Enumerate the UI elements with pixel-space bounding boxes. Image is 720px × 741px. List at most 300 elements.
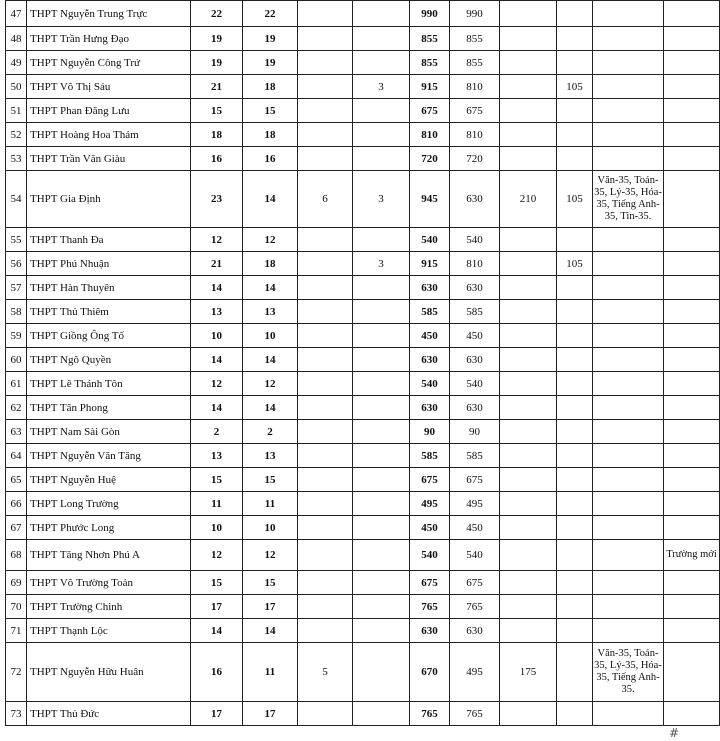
cell-c9 (593, 516, 664, 540)
cell-stt: 54 (6, 171, 27, 228)
cell-name: THPT Giồng Ông Tố (27, 324, 191, 348)
cell-stt: 51 (6, 99, 27, 123)
cell-c3 (298, 619, 353, 643)
cell-c8 (557, 702, 593, 726)
table-row (6, 540, 720, 571)
cell-c9 (593, 444, 664, 468)
cell-stt: 66 (6, 492, 27, 516)
cell-c9: Văn-35, Toán-35, Lý-35, Hóa-35, Tiếng Anh-35, Tin-35. (593, 171, 664, 228)
cell-stt: 59 (6, 324, 27, 348)
cell-c7: 175 (500, 643, 557, 702)
cell-c3 (298, 595, 353, 619)
cell-c2: 18 (243, 252, 298, 276)
cell-name: THPT Nguyễn Công Trứ (27, 51, 191, 75)
cell-c6: 810 (450, 123, 500, 147)
cell-c7 (500, 492, 557, 516)
cell-c10 (664, 1, 720, 27)
cell-c8 (557, 540, 593, 571)
cell-c2: 14 (243, 396, 298, 420)
cell-c3 (298, 1, 353, 27)
cell-c4 (353, 324, 410, 348)
cell-c2: 2 (243, 420, 298, 444)
cell-c6: 720 (450, 147, 500, 171)
cell-c6: 810 (450, 75, 500, 99)
cell-c3 (298, 147, 353, 171)
cell-c6: 810 (450, 252, 500, 276)
cell-name: THPT Nguyễn Huệ (27, 468, 191, 492)
table-row (6, 595, 720, 619)
cell-c6: 630 (450, 619, 500, 643)
cell-c2: 14 (243, 619, 298, 643)
cell-c5: 675 (410, 571, 450, 595)
cell-c3 (298, 99, 353, 123)
cell-c2: 14 (243, 171, 298, 228)
table-row (6, 396, 720, 420)
cell-c10 (664, 147, 720, 171)
cell-c9 (593, 252, 664, 276)
table-row (6, 276, 720, 300)
cell-c4 (353, 372, 410, 396)
cell-c9 (593, 372, 664, 396)
cell-c1: 14 (191, 276, 243, 300)
cell-name: THPT Nguyễn Trung Trực (27, 1, 191, 27)
cell-c4 (353, 540, 410, 571)
cell-c3 (298, 492, 353, 516)
cell-c8 (557, 228, 593, 252)
cell-c1: 16 (191, 147, 243, 171)
table-row (6, 123, 720, 147)
table-row (6, 171, 720, 228)
cell-c5: 630 (410, 276, 450, 300)
cell-c4 (353, 643, 410, 702)
cell-c1: 15 (191, 99, 243, 123)
cell-c9 (593, 468, 664, 492)
cell-c7 (500, 468, 557, 492)
table-row (6, 300, 720, 324)
cell-c8: 105 (557, 252, 593, 276)
cell-c7 (500, 540, 557, 571)
cell-c10 (664, 571, 720, 595)
cell-name: THPT Thạnh Lộc (27, 619, 191, 643)
cell-c2: 12 (243, 228, 298, 252)
cell-c1: 12 (191, 540, 243, 571)
cell-name: THPT Phan Đăng Lưu (27, 99, 191, 123)
cell-c6: 450 (450, 516, 500, 540)
cell-c9 (593, 276, 664, 300)
cell-name: THPT Ngô Quyền (27, 348, 191, 372)
cell-c5: 585 (410, 300, 450, 324)
cell-stt: 50 (6, 75, 27, 99)
cell-c7 (500, 27, 557, 51)
table-row (6, 1, 720, 27)
cell-name: THPT Võ Thị Sáu (27, 75, 191, 99)
cell-c10 (664, 123, 720, 147)
cell-c10 (664, 420, 720, 444)
cell-c3 (298, 276, 353, 300)
cell-c6: 990 (450, 1, 500, 27)
cell-name: THPT Hoàng Hoa Thám (27, 123, 191, 147)
cell-c6: 540 (450, 540, 500, 571)
cell-c9 (593, 348, 664, 372)
page-mark: # (668, 726, 679, 740)
cell-c6: 450 (450, 324, 500, 348)
cell-c3 (298, 396, 353, 420)
cell-stt: 71 (6, 619, 27, 643)
table-row (6, 324, 720, 348)
cell-c7 (500, 372, 557, 396)
cell-c8 (557, 571, 593, 595)
cell-c2: 13 (243, 300, 298, 324)
cell-c7 (500, 252, 557, 276)
cell-c5: 810 (410, 123, 450, 147)
cell-c1: 13 (191, 444, 243, 468)
cell-c7 (500, 444, 557, 468)
cell-c1: 17 (191, 595, 243, 619)
cell-c5: 670 (410, 643, 450, 702)
table-row (6, 27, 720, 51)
cell-name: THPT Thủ Đức (27, 702, 191, 726)
cell-c5: 495 (410, 492, 450, 516)
cell-name: THPT Tân Phong (27, 396, 191, 420)
table-row (6, 51, 720, 75)
cell-c10 (664, 348, 720, 372)
cell-c3 (298, 324, 353, 348)
table-row (6, 75, 720, 99)
cell-c9 (593, 51, 664, 75)
cell-c10 (664, 468, 720, 492)
cell-c7 (500, 300, 557, 324)
table-body (6, 1, 720, 726)
cell-c4 (353, 99, 410, 123)
cell-c9 (593, 123, 664, 147)
cell-stt: 55 (6, 228, 27, 252)
cell-c7 (500, 420, 557, 444)
cell-stt: 47 (6, 1, 27, 27)
cell-c6: 585 (450, 300, 500, 324)
cell-c3: 5 (298, 643, 353, 702)
cell-c6: 495 (450, 492, 500, 516)
cell-stt: 63 (6, 420, 27, 444)
cell-c3 (298, 372, 353, 396)
cell-c5: 915 (410, 75, 450, 99)
table-row (6, 252, 720, 276)
cell-c1: 18 (191, 123, 243, 147)
cell-c10 (664, 27, 720, 51)
cell-stt: 52 (6, 123, 27, 147)
table-row (6, 420, 720, 444)
cell-c2: 15 (243, 468, 298, 492)
cell-c2: 14 (243, 348, 298, 372)
cell-c9 (593, 75, 664, 99)
cell-c5: 450 (410, 516, 450, 540)
cell-c8 (557, 516, 593, 540)
cell-stt: 73 (6, 702, 27, 726)
cell-c8 (557, 492, 593, 516)
cell-c9 (593, 147, 664, 171)
cell-c9 (593, 420, 664, 444)
cell-c8 (557, 51, 593, 75)
cell-c4 (353, 571, 410, 595)
cell-c2: 17 (243, 702, 298, 726)
cell-c8 (557, 348, 593, 372)
cell-c5: 675 (410, 468, 450, 492)
cell-c9 (593, 99, 664, 123)
cell-c4 (353, 516, 410, 540)
cell-c6: 630 (450, 348, 500, 372)
cell-c7 (500, 147, 557, 171)
cell-c5: 585 (410, 444, 450, 468)
table-row (6, 619, 720, 643)
cell-name: THPT Trường Chinh (27, 595, 191, 619)
cell-name: THPT Tăng Nhơn Phú A (27, 540, 191, 571)
cell-c10 (664, 595, 720, 619)
cell-c1: 12 (191, 228, 243, 252)
cell-c6: 855 (450, 51, 500, 75)
table-row (6, 372, 720, 396)
cell-c1: 15 (191, 571, 243, 595)
cell-c2: 19 (243, 51, 298, 75)
cell-c2: 14 (243, 276, 298, 300)
cell-c9 (593, 595, 664, 619)
cell-c9 (593, 540, 664, 571)
cell-c6: 675 (450, 99, 500, 123)
cell-c4 (353, 147, 410, 171)
cell-c7 (500, 396, 557, 420)
cell-c10 (664, 372, 720, 396)
cell-c10 (664, 99, 720, 123)
cell-c1: 17 (191, 702, 243, 726)
cell-c5: 945 (410, 171, 450, 228)
table-row (6, 571, 720, 595)
cell-c4 (353, 420, 410, 444)
cell-c3 (298, 252, 353, 276)
cell-c10 (664, 252, 720, 276)
cell-c10 (664, 702, 720, 726)
cell-c8 (557, 300, 593, 324)
cell-c6: 630 (450, 276, 500, 300)
cell-c2: 10 (243, 324, 298, 348)
cell-c9 (593, 300, 664, 324)
cell-c1: 19 (191, 51, 243, 75)
cell-c4: 3 (353, 75, 410, 99)
cell-c6: 675 (450, 468, 500, 492)
cell-c3 (298, 228, 353, 252)
cell-stt: 53 (6, 147, 27, 171)
cell-c3 (298, 540, 353, 571)
cell-c1: 22 (191, 1, 243, 27)
cell-c1: 13 (191, 300, 243, 324)
cell-name: THPT Gia Định (27, 171, 191, 228)
cell-c4 (353, 51, 410, 75)
cell-c9 (593, 702, 664, 726)
cell-c8 (557, 468, 593, 492)
cell-c3 (298, 123, 353, 147)
cell-c10 (664, 75, 720, 99)
cell-c4 (353, 619, 410, 643)
cell-c10 (664, 619, 720, 643)
table-row (6, 348, 720, 372)
table-row (6, 147, 720, 171)
cell-c4: 3 (353, 252, 410, 276)
cell-stt: 62 (6, 396, 27, 420)
cell-c4 (353, 276, 410, 300)
cell-c3 (298, 444, 353, 468)
cell-c8 (557, 276, 593, 300)
cell-c10 (664, 396, 720, 420)
cell-c2: 16 (243, 147, 298, 171)
cell-c9 (593, 1, 664, 27)
table-row (6, 99, 720, 123)
cell-c6: 90 (450, 420, 500, 444)
cell-c8 (557, 595, 593, 619)
cell-c6: 585 (450, 444, 500, 468)
cell-c6: 765 (450, 595, 500, 619)
table-row (6, 228, 720, 252)
cell-name: THPT Thanh Đa (27, 228, 191, 252)
cell-c9 (593, 396, 664, 420)
cell-c8 (557, 396, 593, 420)
cell-c8 (557, 99, 593, 123)
cell-stt: 56 (6, 252, 27, 276)
cell-c10 (664, 492, 720, 516)
cell-c1: 14 (191, 619, 243, 643)
cell-c6: 540 (450, 372, 500, 396)
cell-c4 (353, 228, 410, 252)
cell-c2: 11 (243, 492, 298, 516)
cell-c8 (557, 324, 593, 348)
cell-c5: 915 (410, 252, 450, 276)
table-row (6, 468, 720, 492)
cell-c8 (557, 444, 593, 468)
cell-name: THPT Nam Sài Gòn (27, 420, 191, 444)
cell-c1: 2 (191, 420, 243, 444)
cell-c1: 14 (191, 396, 243, 420)
cell-name: THPT Trần Văn Giàu (27, 147, 191, 171)
cell-c1: 16 (191, 643, 243, 702)
cell-c10 (664, 300, 720, 324)
cell-stt: 68 (6, 540, 27, 571)
cell-stt: 67 (6, 516, 27, 540)
cell-c5: 855 (410, 51, 450, 75)
cell-c5: 675 (410, 99, 450, 123)
cell-c10 (664, 228, 720, 252)
cell-c7 (500, 228, 557, 252)
cell-c10 (664, 444, 720, 468)
cell-c1: 11 (191, 492, 243, 516)
cell-stt: 65 (6, 468, 27, 492)
cell-c7 (500, 571, 557, 595)
cell-c4 (353, 123, 410, 147)
cell-c9 (593, 27, 664, 51)
cell-c7 (500, 99, 557, 123)
cell-c2: 11 (243, 643, 298, 702)
cell-c2: 15 (243, 99, 298, 123)
cell-c3 (298, 468, 353, 492)
cell-c2: 12 (243, 372, 298, 396)
cell-c1: 10 (191, 516, 243, 540)
cell-c1: 10 (191, 324, 243, 348)
cell-c9: Văn-35, Toán-35, Lý-35, Hóa-35, Tiếng Anh-35. (593, 643, 664, 702)
cell-name: THPT Võ Trường Toản (27, 571, 191, 595)
cell-stt: 49 (6, 51, 27, 75)
table-row (6, 702, 720, 726)
cell-c4 (353, 595, 410, 619)
cell-c1: 23 (191, 171, 243, 228)
cell-c8 (557, 147, 593, 171)
cell-c6: 495 (450, 643, 500, 702)
cell-c5: 990 (410, 1, 450, 27)
cell-c1: 21 (191, 252, 243, 276)
cell-c7 (500, 595, 557, 619)
cell-c6: 675 (450, 571, 500, 595)
cell-c5: 540 (410, 540, 450, 571)
cell-stt: 48 (6, 27, 27, 51)
cell-c1: 14 (191, 348, 243, 372)
cell-c8 (557, 420, 593, 444)
cell-name: THPT Phước Long (27, 516, 191, 540)
cell-stt: 69 (6, 571, 27, 595)
cell-c4 (353, 492, 410, 516)
cell-c5: 765 (410, 595, 450, 619)
cell-c1: 12 (191, 372, 243, 396)
cell-c6: 765 (450, 702, 500, 726)
cell-c1: 15 (191, 468, 243, 492)
cell-c6: 855 (450, 27, 500, 51)
cell-c4 (353, 1, 410, 27)
cell-c3 (298, 51, 353, 75)
cell-c5: 630 (410, 348, 450, 372)
cell-c2: 17 (243, 595, 298, 619)
cell-c7 (500, 1, 557, 27)
cell-name: THPT Hàn Thuyên (27, 276, 191, 300)
cell-c3: 6 (298, 171, 353, 228)
cell-stt: 58 (6, 300, 27, 324)
cell-c2: 18 (243, 75, 298, 99)
cell-c2: 12 (243, 540, 298, 571)
table-row (6, 492, 720, 516)
cell-stt: 60 (6, 348, 27, 372)
cell-name: THPT Phú Nhuận (27, 252, 191, 276)
cell-c7 (500, 702, 557, 726)
cell-c7: 210 (500, 171, 557, 228)
cell-c5: 90 (410, 420, 450, 444)
cell-c5: 720 (410, 147, 450, 171)
enrollment-table (5, 0, 720, 726)
cell-c1: 21 (191, 75, 243, 99)
cell-stt: 57 (6, 276, 27, 300)
cell-c10: Trường mới (664, 540, 720, 571)
cell-c3 (298, 702, 353, 726)
cell-c5: 630 (410, 396, 450, 420)
cell-c8: 105 (557, 171, 593, 228)
cell-c3 (298, 27, 353, 51)
cell-c2: 15 (243, 571, 298, 595)
cell-c4 (353, 702, 410, 726)
cell-stt: 70 (6, 595, 27, 619)
cell-c8 (557, 372, 593, 396)
cell-c7 (500, 75, 557, 99)
cell-c8 (557, 27, 593, 51)
cell-c2: 13 (243, 444, 298, 468)
cell-c4 (353, 468, 410, 492)
cell-c8 (557, 619, 593, 643)
cell-c2: 10 (243, 516, 298, 540)
cell-c4: 3 (353, 171, 410, 228)
cell-c3 (298, 420, 353, 444)
cell-c5: 630 (410, 619, 450, 643)
cell-c3 (298, 516, 353, 540)
cell-c3 (298, 300, 353, 324)
